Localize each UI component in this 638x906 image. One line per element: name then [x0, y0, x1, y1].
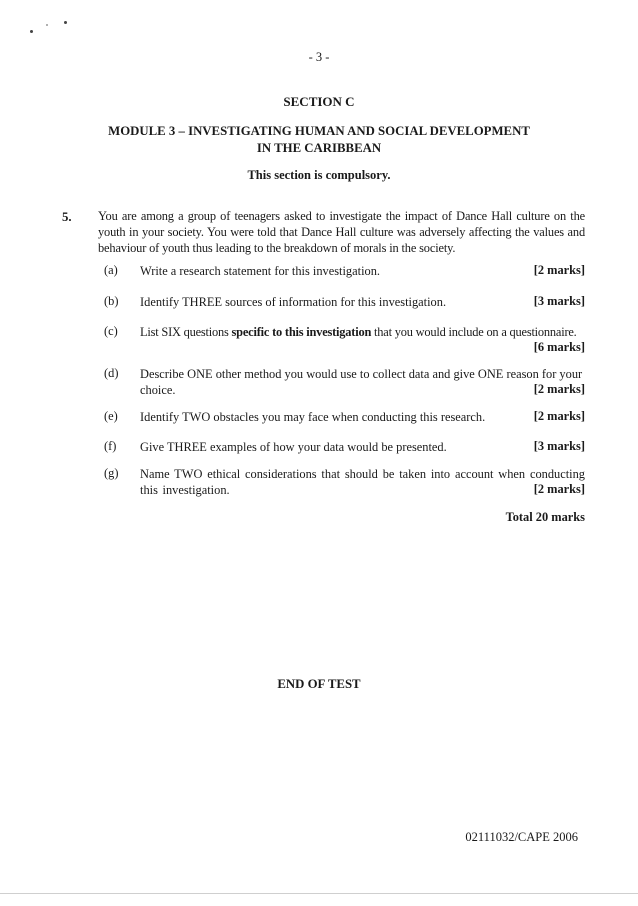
- part-c-text-start: List SIX questions: [140, 325, 232, 339]
- part-g-marks: [2 marks]: [533, 482, 585, 496]
- part-f-label: (f): [104, 439, 117, 453]
- module-title-line1: MODULE 3 – INVESTIGATING HUMAN AND SOCIAL DEVELOPMENT: [108, 124, 530, 138]
- scan-speck: [30, 30, 33, 33]
- part-b-text: Identify THREE sources of information for this investigation.: [140, 295, 447, 309]
- part-g-label: (g): [104, 466, 119, 480]
- part-e-label: (e): [104, 409, 118, 423]
- page-number: - 3 -: [308, 50, 330, 64]
- footer-code: 02111032/CAPE 2006: [465, 830, 578, 844]
- module-title-line2: IN THE CARIBBEAN: [256, 141, 382, 155]
- compulsory-note: This section is compulsory.: [247, 168, 391, 182]
- scan-speck: [64, 21, 67, 24]
- part-d-marks: [2 marks]: [533, 382, 585, 396]
- part-c-text-emphasis: specific to this investigation: [231, 325, 372, 339]
- part-f-text: Give THREE examples of how your data would be presented.: [140, 440, 447, 454]
- question-intro: You are among a group of teenagers asked to investigate the impact of Dance Hall culture on the youth in your society. You were told that Dance Hall culture was adversely affecting the values and behaviour of youth thus leading to the breakdown of morals in the society.: [98, 209, 585, 255]
- part-c-label: (c): [104, 324, 118, 338]
- part-d-label: (d): [104, 366, 119, 380]
- question-number: 5.: [62, 210, 72, 224]
- scan-bottom-edge: [0, 893, 638, 906]
- total-marks: Total 20 marks: [505, 510, 585, 524]
- part-b-marks: [3 marks]: [533, 294, 585, 308]
- scan-speck: [46, 24, 48, 26]
- part-a-marks: [2 marks]: [533, 263, 585, 277]
- part-e-text: Identify TWO obstacles you may face when conducting this research.: [140, 410, 486, 424]
- part-b-label: (b): [104, 294, 119, 308]
- part-f-marks: [3 marks]: [533, 439, 585, 453]
- part-a-text: Write a research statement for this investigation.: [140, 264, 381, 278]
- part-c-marks: [6 marks]: [533, 340, 585, 354]
- part-c-text-end: that you would include on a questionnaire.: [371, 325, 577, 339]
- end-of-test: END OF TEST: [277, 677, 361, 691]
- part-a-label: (a): [104, 263, 118, 277]
- part-e-marks: [2 marks]: [533, 409, 585, 423]
- part-c-text: [140, 324, 585, 340]
- section-title: SECTION C: [283, 94, 355, 109]
- part-d-text: Describe ONE other method you would use to collect data and give ONE reason for your choice.: [140, 367, 583, 397]
- part-g-text: Name TWO ethical considerations that should be taken into account when conducting this investigation.: [140, 467, 585, 497]
